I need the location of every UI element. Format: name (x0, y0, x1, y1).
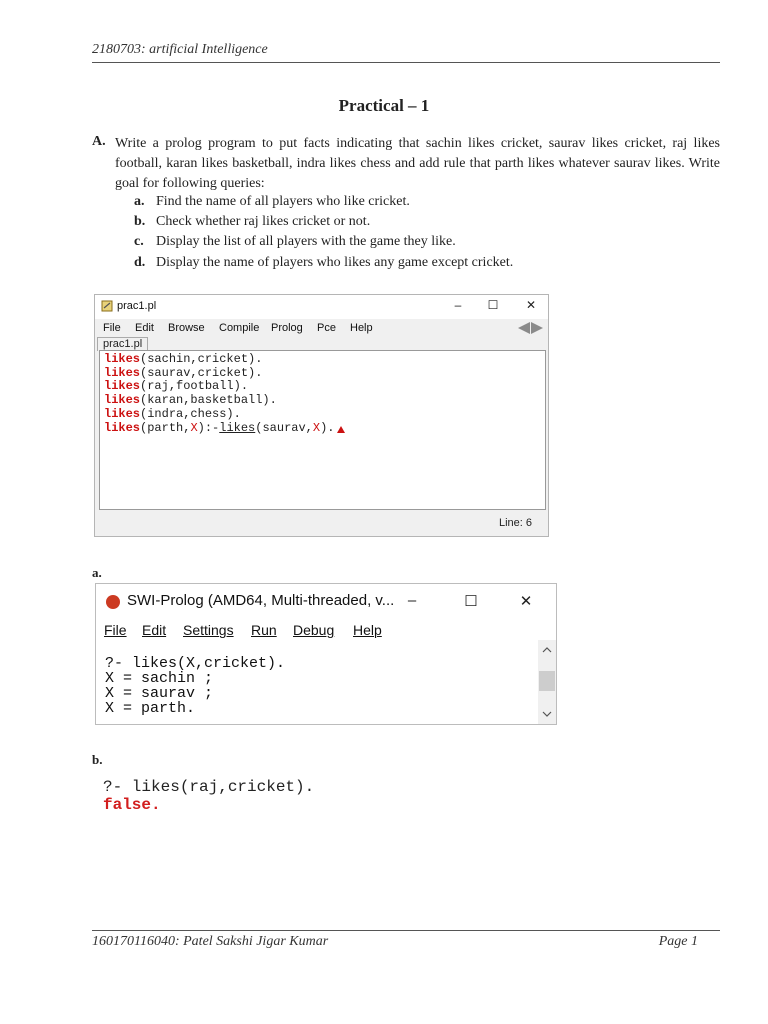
console-output[interactable] (105, 656, 285, 716)
close-button[interactable]: ✕ (519, 593, 533, 610)
header-rule (92, 62, 720, 63)
code-line: likes(karan,basketball). (104, 393, 277, 408)
maximize-button[interactable]: ☐ (487, 298, 499, 312)
console-title: SWI-Prolog (AMD64, Multi-threaded, v... (127, 592, 395, 609)
scrollbar-thumb[interactable] (539, 671, 555, 691)
sub-letter: b. (134, 214, 146, 229)
menu-help[interactable]: Help (353, 622, 382, 638)
code-line: likes(saurav,cricket). (104, 365, 263, 380)
scroll-down-icon[interactable] (542, 710, 552, 718)
console-line: ?- likes(X,cricket). (105, 655, 286, 672)
console-line: X = saurav ; (105, 685, 214, 702)
sub-question-d (134, 255, 513, 271)
result-b: false. (103, 796, 161, 814)
editor-window (94, 294, 549, 537)
caret-marker-icon (337, 426, 345, 433)
sub-text: Display the name of players who likes any game except cricket. (156, 255, 514, 270)
question-letter: A. (92, 134, 106, 149)
menu-file[interactable]: File (104, 622, 127, 638)
line-indicator: Line: 6 (498, 517, 532, 529)
swi-prolog-logo-icon (106, 595, 120, 609)
menu-prolog[interactable]: Prolog (271, 322, 303, 334)
sub-question-c (134, 234, 456, 250)
sub-letter: a. (134, 194, 145, 209)
menu-help[interactable]: Help (350, 322, 373, 334)
question-text: Write a prolog program to put facts indicating that sachin likes cricket, saurav likes cricket, raj likes football, karan likes basketball, indra likes chess and add rule that parth likes whatever saurav likes. Write goal for following queries: (115, 136, 720, 191)
editor-tab[interactable]: prac1.pl (97, 337, 148, 351)
menu-debug[interactable]: Debug (293, 622, 335, 638)
menu-browse[interactable]: Browse (168, 322, 205, 334)
footer-student: 160170116040: Patel Sakshi Jigar Kumar (92, 934, 329, 949)
sub-letter: c. (134, 234, 144, 249)
code-line: likes(sachin,cricket). (104, 352, 263, 366)
sub-text: Find the name of all players who like cricket. (156, 194, 410, 209)
file-icon (101, 300, 113, 312)
code-line-rule: likes(parth,X):-likes(saurav,X). (104, 422, 545, 436)
sub-question-a (134, 194, 410, 210)
close-button[interactable]: ✕ (525, 298, 537, 312)
footer-rule (92, 930, 720, 931)
minimize-button[interactable]: – (407, 592, 417, 609)
menu-settings[interactable]: Settings (183, 622, 234, 638)
label-a: a. (92, 565, 102, 580)
footer-page-number: Page 1 (658, 934, 698, 949)
code-line: likes(indra,chess). (104, 406, 241, 421)
minimize-button[interactable]: – (454, 298, 462, 312)
code-line: likes(raj,football). (104, 379, 249, 394)
maximize-button[interactable]: ☐ (464, 593, 478, 610)
editor-statusbar (99, 514, 546, 534)
editor-titlebar (95, 295, 548, 319)
editor-menubar (95, 321, 548, 337)
menu-pce[interactable]: Pce (317, 322, 336, 334)
sub-letter: d. (134, 255, 146, 270)
console-line: X = sachin ; (105, 670, 214, 687)
sub-text: Check whether raj likes cricket or not. (156, 214, 371, 229)
menu-edit[interactable]: Edit (142, 622, 167, 638)
header-course-title: 2180703: artificial Intelligence (92, 42, 268, 57)
code-editor[interactable] (99, 350, 546, 510)
sub-text: Display the list of all players with the game they like. (156, 234, 456, 249)
scroll-up-icon[interactable] (542, 646, 552, 654)
menu-compile[interactable]: Compile (219, 322, 260, 334)
page-title: Practical – 1 (338, 96, 430, 115)
query-b: ?- likes(raj,cricket). (103, 778, 315, 796)
console-window (95, 583, 557, 725)
menu-run[interactable]: Run (251, 622, 277, 638)
label-b: b. (92, 752, 103, 767)
sub-question-b (134, 214, 370, 230)
console-line: X = parth. (105, 700, 196, 717)
menu-edit[interactable]: Edit (135, 322, 154, 334)
menu-file[interactable]: File (103, 322, 121, 334)
editor-title: prac1.pl (117, 300, 157, 312)
